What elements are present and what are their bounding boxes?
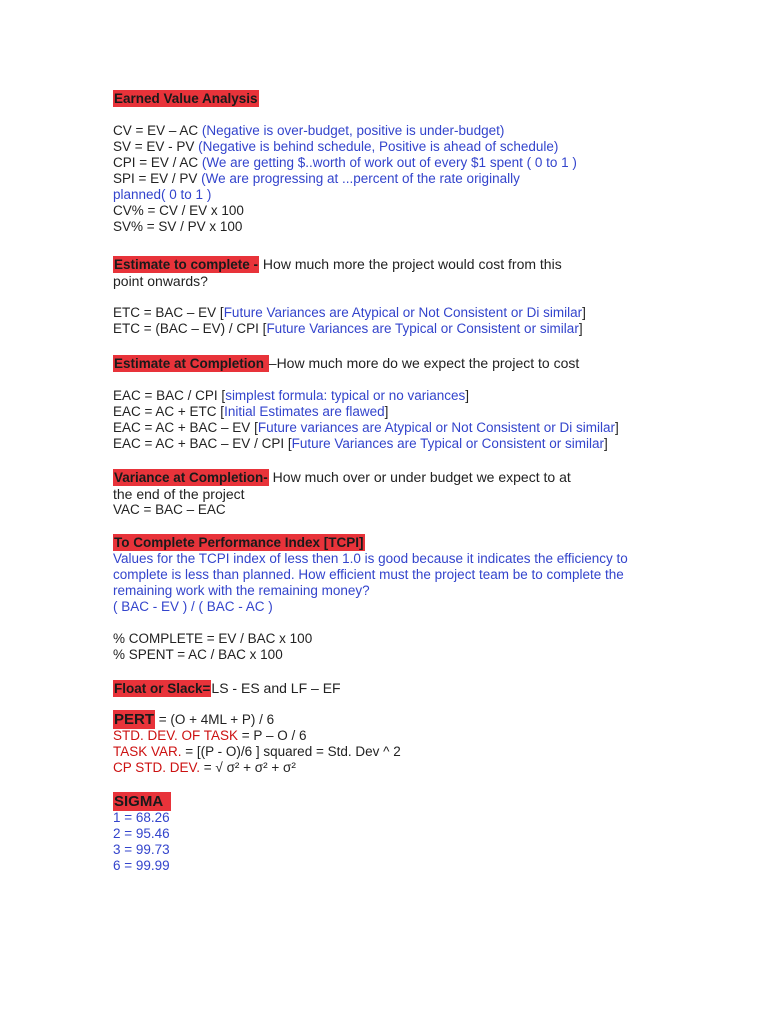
- eac-heading: Estimate at Completion: [114, 356, 268, 371]
- sigma-value: 6 = 99.99: [113, 858, 170, 873]
- float-heading: Float or Slack=: [114, 681, 211, 696]
- percent-complete: % COMPLETE = EV / BAC x 100: [113, 631, 313, 646]
- sigma-heading: SIGMA: [113, 792, 171, 811]
- spi-continued: planned( 0 to 1 ): [113, 187, 212, 202]
- sv-percent: SV% = SV / PV x 100: [113, 219, 243, 234]
- etc-description-cont: point onwards?: [113, 273, 208, 289]
- eac-line-2: EAC = AC + ETC [Initial Estimates are flawed]: [113, 404, 389, 419]
- eac-line-3: EAC = AC + BAC – EV [Future variances are Atypical or Not Consistent or Di similar]: [113, 420, 619, 435]
- spi-line: SPI = EV / PV (We are progressing at ...percent of the rate originally: [113, 171, 520, 186]
- float-formula: LS - ES and LF – EF: [211, 680, 341, 696]
- tcpi-text-3: remaining work with the remaining money?: [113, 583, 370, 598]
- pert-formula: = (O + 4ML + P) / 6: [155, 712, 275, 727]
- etc-heading: Estimate to complete -: [114, 257, 259, 272]
- vac-description-cont: the end of the project: [113, 486, 245, 502]
- vac-section: [113, 469, 673, 518]
- sv-line: SV = EV - PV (Negative is behind schedule, Positive is ahead of schedule): [113, 139, 559, 154]
- pert-section: [113, 712, 673, 776]
- vac-description: How much over or under budget we expect to at: [268, 469, 571, 485]
- eac-line-1: EAC = BAC / CPI [simplest formula: typical or no variances]: [113, 388, 470, 403]
- vac-heading: Variance at Completion-: [114, 470, 268, 485]
- tcpi-text-2: complete is less than planned. How efficient must the project team be to complete the: [113, 567, 624, 582]
- eva-section: [113, 91, 673, 235]
- std-dev-line: STD. DEV. OF TASK = P – O / 6: [113, 728, 307, 743]
- eac-description: –How much more do we expect the project to cost: [268, 355, 580, 371]
- etc-line-2: ETC = (BAC – EV) / CPI [Future Variances are Typical or Consistent or similar]: [113, 321, 583, 336]
- tcpi-text-1: Values for the TCPI index of less then 1.0 is good because it indicates the efficiency to: [113, 551, 628, 566]
- sigma-value: 3 = 99.73: [113, 842, 170, 857]
- tcpi-heading: To Complete Performance Index [TCPI]: [114, 535, 364, 550]
- etc-line-1: ETC = BAC – EV [Future Variances are Atypical or Not Consistent or Di similar]: [113, 305, 586, 320]
- pert-heading: PERT: [114, 711, 155, 728]
- cp-std-dev-line: CP STD. DEV. = √ σ² + σ² + σ²: [113, 760, 296, 775]
- eac-line-4: EAC = AC + BAC – EV / CPI [Future Variances are Typical or Consistent or similar]: [113, 436, 608, 451]
- eva-heading: Earned Value Analysis: [114, 91, 258, 106]
- tcpi-formula: ( BAC - EV ) / ( BAC - AC ): [113, 599, 273, 614]
- sigma-value: 2 = 95.46: [113, 826, 170, 841]
- task-var-line: TASK VAR. = [(P - O)/6 ] squared = Std. Dev ^ 2: [113, 744, 401, 759]
- etc-description: How much more the project would cost from this: [259, 256, 562, 272]
- vac-formula: VAC = BAC – EAC: [113, 502, 226, 517]
- sigma-section: [113, 794, 673, 874]
- cpi-line: CPI = EV / AC (We are getting $..worth of work out of every $1 spent ( 0 to 1 ): [113, 155, 577, 170]
- cv-line: CV = EV – AC (Negative is over-budget, positive is under-budget): [113, 123, 505, 138]
- etc-section: [113, 256, 673, 337]
- percent-spent: % SPENT = AC / BAC x 100: [113, 647, 283, 662]
- tcpi-section: [113, 535, 673, 663]
- cv-percent: CV% = CV / EV x 100: [113, 203, 244, 218]
- float-section: [113, 680, 673, 697]
- sigma-value: 1 = 68.26: [113, 810, 170, 825]
- eac-section: [113, 355, 673, 452]
